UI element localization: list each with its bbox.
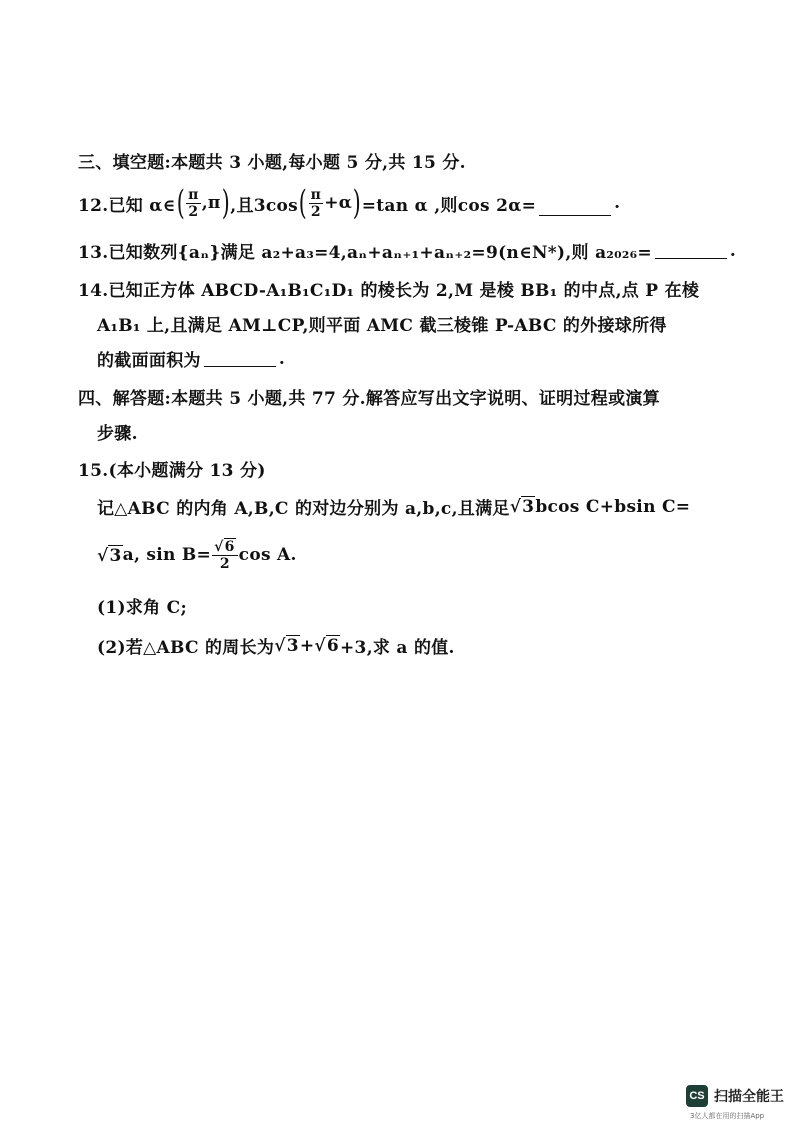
section-3-heading: 三、填空题:本题共 3 小题,每小题 5 分,共 15 分. — [78, 153, 466, 173]
question-13: 13.已知数列{aₙ}满足 a₂+a₃=4,aₙ+aₙ₊₁+aₙ₊₂=9(n∈N*),则 a₂₀₂₆= . — [78, 240, 737, 263]
section-4-heading: 四、解答题:本题共 5 小题,共 77 分.解答应写出文字说明、证明过程或演算 — [78, 389, 660, 409]
q12-interval-fraction: $\frac{\pi}{2}$ — [188, 186, 199, 220]
sqrt-6: √ 6 — [214, 539, 235, 555]
question-15-title: 15.(本小题满分 13 分) — [78, 461, 266, 481]
q12-prefix: 12.已知 α∈ — [78, 195, 176, 216]
question-14-line-2: A₁B₁ 上,且满足 AM⊥CP,则平面 AMC 截三棱锥 P-ABC 的外接球所得 — [97, 316, 667, 336]
sqrt-6: √ 6 — [314, 636, 340, 656]
answer-blank — [655, 257, 727, 259]
answer-blank — [539, 214, 611, 216]
sqrt-3: √ 3 — [97, 545, 122, 566]
question-14-line-3: 的截面面积为 . — [97, 348, 286, 371]
left-paren: ( — [176, 183, 185, 223]
question-15-stem-line-1: 记△ABC 的内角 A,B,C 的对边分别为 a,b,c,且满足 √ 3 bcos C+bsin C= — [97, 496, 691, 519]
question-12: 12.已知 α∈ ( $\frac{\pi}{2}$ ,π ) ,且3cos ( $\frac{\pi}{2}$ +α ) =tan α ,则cos 2α= . — [78, 183, 621, 223]
question-15-part-1: (1)求角 C; — [97, 598, 188, 618]
section-4-heading-cont: 步骤. — [97, 424, 138, 444]
sqrt-3: √ 3 — [274, 636, 299, 656]
right-paren: ) — [352, 183, 362, 223]
sqrt-3: √ 3 — [509, 497, 535, 517]
question-15-stem-line-2: √ 3 a, sin B= √ 6 2 cos A. — [97, 539, 297, 572]
camscanner-name: 扫描全能王 — [714, 1089, 784, 1105]
camscanner-logo-icon: CS — [686, 1085, 708, 1107]
answer-blank — [204, 365, 276, 367]
q12-arg-fraction: $\frac{\pi}{2}$ — [310, 186, 322, 220]
right-paren: ) — [221, 183, 230, 223]
question-14-line-1: 14.已知正方体 ABCD-A₁B₁C₁D₁ 的棱长为 2,M 是棱 BB₁ 的中点,点 P 在棱 — [78, 281, 700, 301]
camscanner-watermark — [686, 1085, 784, 1107]
left-paren: ( — [298, 183, 307, 223]
camscanner-tagline: 3亿人都在用的扫描App — [690, 1112, 765, 1120]
question-15-part-2: (2)若△ABC 的周长为 √ 3 + √ 6 +3,求 a 的值. — [97, 635, 455, 658]
sqrt6-over-2-fraction: √ 6 2 — [212, 538, 238, 572]
